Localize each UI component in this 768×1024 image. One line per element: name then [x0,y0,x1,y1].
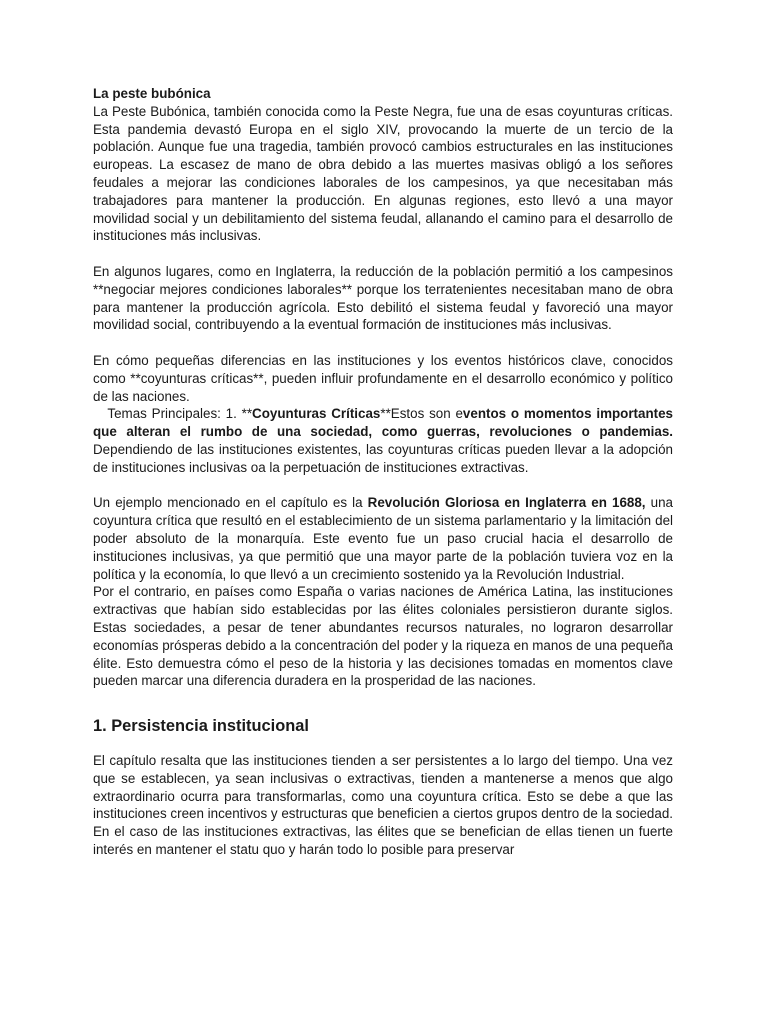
paragraph-temas [93,405,673,476]
paragraph-contrario: Por el contrario, en países como España o varias naciones de América Latina, las instituciones extractivas que habían sido establecidas por las élites coloniales persistieron durante siglos. Estas sociedades, a pesar de tener abundantes recursos naturales, no lograron desarrollar economías prósperas debido a la concentración del poder y la riqueza en manos de una pequeña élite. Esto demuestra cómo el peso de la historia y las decisiones tomadas en momentos clave pueden marcar una diferencia duradera en la prosperidad de las naciones. [93,584,673,689]
paragraph-peste: La Peste Bubónica, también conocida como la Peste Negra, fue una de esas coyunturas críticas. Esta pandemia devastó Europa en el siglo XIV, provocando la muerte de un tercio de la población. Aunque fue una tragedia, también provocó cambios estructurales en las instituciones europeas. La escasez de mano de obra debido a las muertes masivas obligó a los señores feudales a mejorar las condiciones laborales de los campesinos, ya que necesitaban más trabajadores para mantener la producción. En algunas regiones, esto llevó a una mayor movilidad social y un debilitamiento del sistema feudal, allanando el camino para el desarrollo de instituciones más inclusivas. [93,103,673,244]
revolucion-tail: una coyuntura crítica que resultó en el establecimiento de un sistema parlamentario y la limitación del poder absoluto de la monarquía. Este evento fue un paso crucial hacia el desarrollo de instituciones inclusivas, ya que permitió que una mayor parte de la población tuviera voz en la política y la economía, lo que llevó a un crecimiento sostenido ya la Revolución Industrial. [93,495,673,582]
heading-spacer [93,736,673,752]
revolucion-lead: Un ejemplo mencionado en el capítulo es la [93,495,368,511]
temas-tail: Dependiendo de las instituciones existentes, las coyunturas críticas pueden llevar a la adopción de instituciones inclusivas oa la perpetuación de instituciones extractivas. [93,441,673,475]
section-title: La peste bubónica [93,86,211,101]
paragraph-spacer [93,334,673,352]
document-page [93,85,673,859]
revolucion-bold: Revolución Gloriosa en Inglaterra en 1688, [367,495,646,511]
paragraph-inglaterra: En algunos lugares, como en Inglaterra, la reducción de la población permitió a los campesinos **negociar mejores condiciones laborales** porque los terratenientes necesitaban mano de obra para mantener la producción agrícola. Esto debilitó el sistema feudal y favoreció una mayor movilidad social, contribuyendo a la eventual formación de instituciones más inclusivas. [93,263,673,333]
paragraph-coyunturas: En cómo pequeñas diferencias en las instituciones y los eventos históricos clave, conocidos como **coyunturas críticas**, pueden influir profundamente en el desarrollo económico y político de las naciones. [93,352,673,404]
temas-mid: **Estos son e [380,406,463,422]
temas-bold-term: Coyunturas Críticas [252,406,381,422]
heading-spacer [93,690,673,716]
temas-bold-definition: ventos o momentos importantes que alteran el rumbo de una sociedad, como guerras, revoluciones o pandemias. [93,406,673,440]
section-heading: 1. Persistencia institucional [93,717,309,736]
paragraph-revolucion [93,494,673,583]
temas-lead: Temas Principales: 1. ** [93,406,253,422]
paragraph-spacer [93,477,673,495]
paragraph-persistencia: El capítulo resalta que las instituciones tienden a ser persistentes a lo largo del tiempo. Una vez que se establecen, ya sean inclusivas o extractivas, tienden a mantenerse a menos que algo extraordinario ocurra para transformarlas, como una coyuntura crítica. Esto se debe a que las instituciones creen incentivos y estructuras que beneficien a ciertos grupos dentro de la sociedad. En el caso de las instituciones extractivas, las élites que se benefician de ellas tienen un fuerte interés en mantener el statu quo y harán todo lo posible para preservar [93,753,673,858]
paragraph-spacer [93,245,673,263]
